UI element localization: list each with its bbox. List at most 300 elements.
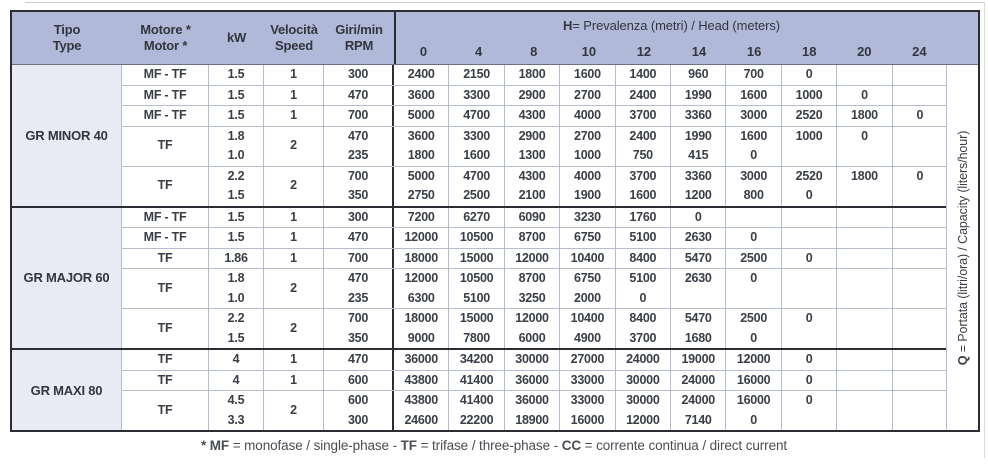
cell-line: 0 [750,412,757,427]
cell-h-2 [505,249,560,269]
cell-line: TF [157,138,173,153]
cell-line: 24000 [626,352,660,366]
cell-line: 1300 [518,148,546,162]
cell-line: MF - TF [143,87,187,102]
cell-speed [264,86,324,106]
cell-h-1 [449,208,504,228]
cell-line: 8700 [518,271,546,285]
cell-line: 750 [632,148,653,162]
cell-h-5 [671,309,726,348]
table-row [122,105,947,126]
cell-line: 6750 [574,271,601,285]
table-row [122,390,947,430]
cell-h-0 [394,228,449,248]
cell-speed [264,127,324,166]
text-segment: = Prevalenza (metri) / Head (meters) [572,17,780,33]
cell-h-4 [616,106,671,126]
table-row [122,126,947,166]
cell-line: 43800 [404,393,438,407]
cell-line: 300 [347,412,369,427]
cell-h-1 [449,167,504,206]
cell-line: 470 [347,352,369,366]
cell-line: 700 [347,250,369,265]
cell-line: 18000 [404,250,438,265]
cell-h-7 [782,249,837,269]
cell-h-0 [394,269,449,308]
cell-line: 2 [290,320,297,335]
cell-line: 3250 [518,290,546,305]
cell-line: 0 [805,393,813,407]
cell-h-8 [837,167,892,206]
cell-rpm [324,228,394,248]
cell-line: 470 [347,128,369,143]
cell-line: 350 [347,188,369,202]
table-body [12,64,978,430]
cell-h-3 [560,106,615,126]
header-tipo [12,12,122,64]
cell-line: 2 [290,138,297,153]
text-segment: * MF [200,438,230,453]
cell-line: 0 [805,250,813,265]
cell-speed [264,350,324,370]
cell-h-2 [505,167,560,206]
capacity-axis-label [956,130,970,365]
cell-line: 1400 [629,67,657,81]
cell-h-2 [505,371,560,391]
cell-h-1 [449,350,504,370]
cell-line: TF [157,352,173,366]
cell-h-8 [837,309,892,348]
cell-h-1 [449,65,504,85]
cell-h-5 [671,269,726,308]
cell-line: 800 [743,188,764,202]
cell-line: 3300 [463,128,491,143]
cell-h-4 [616,86,671,106]
cell-line: 1 [290,209,297,224]
cell-line: 2500 [740,250,768,265]
cell-kw [209,309,264,348]
cell-line: 5000 [407,168,435,183]
cell-rpm [324,127,394,166]
table-row [122,308,947,348]
cell-h-6 [726,106,781,126]
cell-line: 3000 [740,168,768,183]
cell-line: 36000 [515,393,549,407]
cell-h-7 [782,350,837,370]
cell-line: 30000 [626,372,660,387]
cell-line: 33000 [570,393,605,407]
cell-line: 1000 [795,87,823,102]
cell-motor [122,228,209,248]
cell-line: 41400 [459,372,494,387]
cell-line: 6270 [463,209,491,224]
cell-line: 4900 [574,330,601,345]
cell-motor [122,371,209,391]
cell-line: MF - TF [143,230,187,244]
cell-line: 0 [861,87,868,102]
cell-line: 470 [347,271,369,285]
cell-line: 16000 [736,393,771,407]
cell-h-9 [893,86,947,106]
cell-h-3 [560,127,615,166]
cell-h-8 [837,350,892,370]
cell-h-4 [616,167,671,206]
h-value-header: 8 [530,43,538,59]
cell-h-0 [394,309,449,348]
cell-h-1 [449,391,504,430]
cell-h-1 [449,269,504,308]
cell-h-8 [837,391,892,430]
table-section [12,206,947,349]
h-value-header: 20 [857,43,872,59]
cell-kw [209,127,264,166]
cell-line: 2520 [795,168,823,183]
cell-line: 0 [916,108,924,122]
cell-line: 12000 [515,250,549,265]
cell-h-6 [726,309,781,348]
cell-line: 2500 [463,188,491,202]
h-value-header: 4 [475,43,483,59]
cell-h-5 [671,208,726,228]
cell-h-9 [893,65,947,85]
cell-motor [122,208,209,228]
text-segment: = trifase / three-phase - [416,438,562,453]
cell-line: 1000 [795,128,823,143]
cell-speed [264,249,324,269]
cell-h-7 [782,391,837,430]
cell-line: TF [157,320,173,335]
cell-speed [264,208,324,228]
cell-motor [122,106,209,126]
cell-speed [264,167,324,206]
cell-h-2 [505,208,560,228]
cell-line: MF - TF [143,209,187,224]
table-row [122,65,947,85]
cell-line: 1760 [629,209,657,224]
cell-line: MF - TF [143,108,187,122]
cell-line: 7200 [407,209,435,224]
cell-h-5 [671,127,726,166]
cell-h-1 [449,249,504,269]
cell-rpm [324,208,394,228]
cell-kw [209,269,264,308]
cell-line: 1.5 [227,87,245,102]
cell-rpm [324,106,394,126]
cell-line: 2500 [740,311,768,325]
header-tipo-line1: Tipo [53,22,81,37]
table-row [122,268,947,308]
header-giri [324,12,394,64]
header-motore-line1: Motore * [140,22,191,37]
cell-rpm [324,309,394,348]
cell-line: 1800 [851,168,878,183]
cell-motor [122,350,209,370]
cell-h-3 [560,208,615,228]
cell-line: 18900 [515,412,549,427]
cell-h-0 [394,350,449,370]
cell-line: 6300 [407,290,435,305]
cell-h-8 [837,269,892,308]
cell-line: TF [157,280,173,295]
cell-line: 2400 [407,67,435,81]
cell-speed [264,65,324,85]
cell-line: 600 [347,393,369,407]
cell-h-1 [449,228,504,248]
cell-h-9 [893,249,947,269]
cell-line: 3.3 [227,412,245,427]
cell-h-9 [893,269,947,308]
cell-rpm [324,391,394,430]
cell-line: 1000 [574,148,601,162]
cell-h-9 [893,106,947,126]
pump-type-cell: GR MAJOR 60 [12,208,122,349]
cell-h-7 [782,269,837,308]
cell-line: 12000 [736,352,771,366]
cell-h-0 [394,208,449,228]
cell-line: 1.5 [227,188,245,202]
cell-line: 4700 [463,168,491,183]
footnote [0,438,988,453]
cell-h-2 [505,106,560,126]
cell-line: 2 [290,178,297,193]
pump-performance-table [10,10,980,432]
cell-h-5 [671,249,726,269]
cell-h-1 [449,86,504,106]
cell-rpm [324,350,394,370]
cell-h-4 [616,391,671,430]
cell-line: 2.2 [227,311,245,325]
cell-kw [209,249,264,269]
cell-line: 1200 [684,188,712,202]
cell-line: 4300 [518,168,546,183]
cell-line: 300 [347,209,369,224]
cell-h-8 [837,86,892,106]
h-values-row [396,38,978,64]
cell-line: 2700 [574,128,601,143]
cell-line: 1 [290,67,297,81]
h-value-header: 12 [636,43,652,59]
cell-h-9 [893,350,947,370]
cell-line: 2100 [518,188,546,202]
cell-line: 1.8 [227,128,245,143]
cell-h-4 [616,269,671,308]
cell-h-4 [616,65,671,85]
cell-line: 0 [916,168,924,183]
cell-line: 10400 [570,250,605,265]
cell-line: 1 [290,352,297,366]
cell-kw [209,391,264,430]
cell-motor [122,127,209,166]
cell-line: 15000 [459,311,494,325]
cell-line: 10500 [459,271,494,285]
cell-line: 33000 [570,372,605,387]
cell-h-2 [505,228,560,248]
cell-line: 3300 [463,87,491,102]
cell-line: 2630 [684,230,712,244]
cell-line: 1.86 [224,250,248,265]
cell-line: 1.5 [227,67,245,81]
cell-h-3 [560,167,615,206]
cell-line: 36000 [404,352,438,366]
cell-h-0 [394,65,449,85]
cell-line: 700 [347,108,369,122]
section-rows [122,350,947,430]
cell-line: 15000 [459,250,494,265]
header-giri-line2: RPM [344,38,374,53]
cell-line: 1800 [851,108,878,122]
cell-line: 3700 [629,168,657,183]
cell-line: 235 [347,148,369,162]
cell-line: 4 [232,372,240,387]
cell-h-6 [726,249,781,269]
cell-motor [122,86,209,106]
cell-line: 4300 [518,108,546,122]
cell-line: 4 [232,352,240,366]
cell-line: 470 [347,230,369,244]
header-motore [122,12,209,64]
cell-line: 16000 [570,412,605,427]
cell-h-8 [837,65,892,85]
cell-h-1 [449,371,504,391]
cell-line: 300 [347,67,369,81]
cell-h-5 [671,350,726,370]
cell-line: 3600 [407,87,435,102]
table-row [122,350,947,370]
cell-h-8 [837,106,892,126]
cell-line: 10500 [459,230,494,244]
cell-line: 700 [347,311,369,325]
cell-line: 1800 [518,67,546,81]
cell-h-2 [505,391,560,430]
h-group-label [396,12,978,38]
h-value-header: 24 [912,43,927,59]
cell-line: 700 [743,67,764,81]
cell-speed [264,391,324,430]
cell-line: 2900 [518,87,546,102]
table-row [122,227,947,248]
cell-h-8 [837,127,892,166]
cell-line: 24000 [681,393,715,407]
cell-speed [264,309,324,348]
cell-kw [209,106,264,126]
cell-h-9 [893,127,947,166]
cell-line: 27000 [570,352,605,366]
cell-h-5 [671,65,726,85]
cell-h-6 [726,350,781,370]
cell-line: 4700 [463,108,491,122]
cell-line: 6750 [574,230,601,244]
cell-line: 1600 [740,87,768,102]
cell-line: 6000 [518,330,546,345]
cell-line: 18000 [404,311,438,325]
cell-kw [209,371,264,391]
cell-h-3 [560,269,615,308]
cell-line: 3700 [629,108,657,122]
cell-h-6 [726,269,781,308]
cell-line: 0 [750,330,757,345]
cell-h-6 [726,127,781,166]
cell-h-7 [782,106,837,126]
header-motore-line2: Motor * [143,38,188,53]
text-segment: = Portata (litri/ora) / Capacity (liters/hour) [955,130,970,356]
cell-line: 22200 [459,412,494,427]
cell-line: 2520 [795,108,823,122]
cell-h-9 [893,309,947,348]
cell-kw [209,228,264,248]
cell-line: 1.8 [227,271,245,285]
cell-motor [122,167,209,206]
cell-line: 2000 [574,290,601,305]
cell-line: 5470 [684,311,712,325]
cell-line: 30000 [515,352,549,366]
cell-line: 1.0 [227,148,245,162]
cell-rpm [324,269,394,308]
cell-h-1 [449,127,504,166]
cell-line: 1.5 [227,209,245,224]
cell-h-6 [726,65,781,85]
cell-line: 5100 [629,271,657,285]
h-value-header: 0 [419,43,428,59]
cell-line: 5100 [629,230,657,244]
cell-h-4 [616,371,671,391]
text-segment: TF [400,438,417,453]
cell-line: 960 [688,67,709,81]
cell-line: TF [157,178,173,193]
cell-line: 9000 [407,330,435,345]
page-rule-right [984,2,985,458]
cell-line: 700 [347,168,369,183]
cell-line: 3360 [684,108,712,122]
cell-line: MF - TF [143,67,187,81]
cell-line: 5000 [407,108,435,122]
cell-h-7 [782,309,837,348]
cell-line: 0 [805,372,813,387]
cell-line: 24000 [681,372,715,387]
cell-line: TF [157,250,173,265]
table-sections [12,65,947,430]
cell-line: 16000 [736,372,771,387]
header-kw [209,12,264,64]
cell-line: 0 [805,352,813,366]
cell-h-3 [560,350,615,370]
cell-line: 235 [347,290,369,305]
header-velocita [264,12,324,64]
cell-h-2 [505,127,560,166]
table-row [122,208,947,228]
cell-line: 5100 [463,290,491,305]
h-value-header: 14 [691,43,707,59]
cell-line: 1600 [629,188,657,202]
cell-h-9 [893,208,947,228]
h-value-header: 18 [801,43,817,59]
cell-line: 1 [290,230,297,244]
cell-h-0 [394,371,449,391]
cell-h-0 [394,86,449,106]
cell-h-2 [505,269,560,308]
cell-rpm [324,371,394,391]
cell-h-8 [837,228,892,248]
text-segment: = monofase / single-phase - [229,438,401,453]
cell-line: 6090 [518,209,546,224]
cell-line: 4000 [574,108,601,122]
cell-line: 1990 [684,128,712,143]
cell-line: 2400 [629,87,657,102]
cell-line: 0 [694,209,702,224]
h-value-header: 10 [581,43,597,59]
cell-h-2 [505,350,560,370]
cell-line: 3000 [740,108,768,122]
cell-h-2 [505,65,560,85]
